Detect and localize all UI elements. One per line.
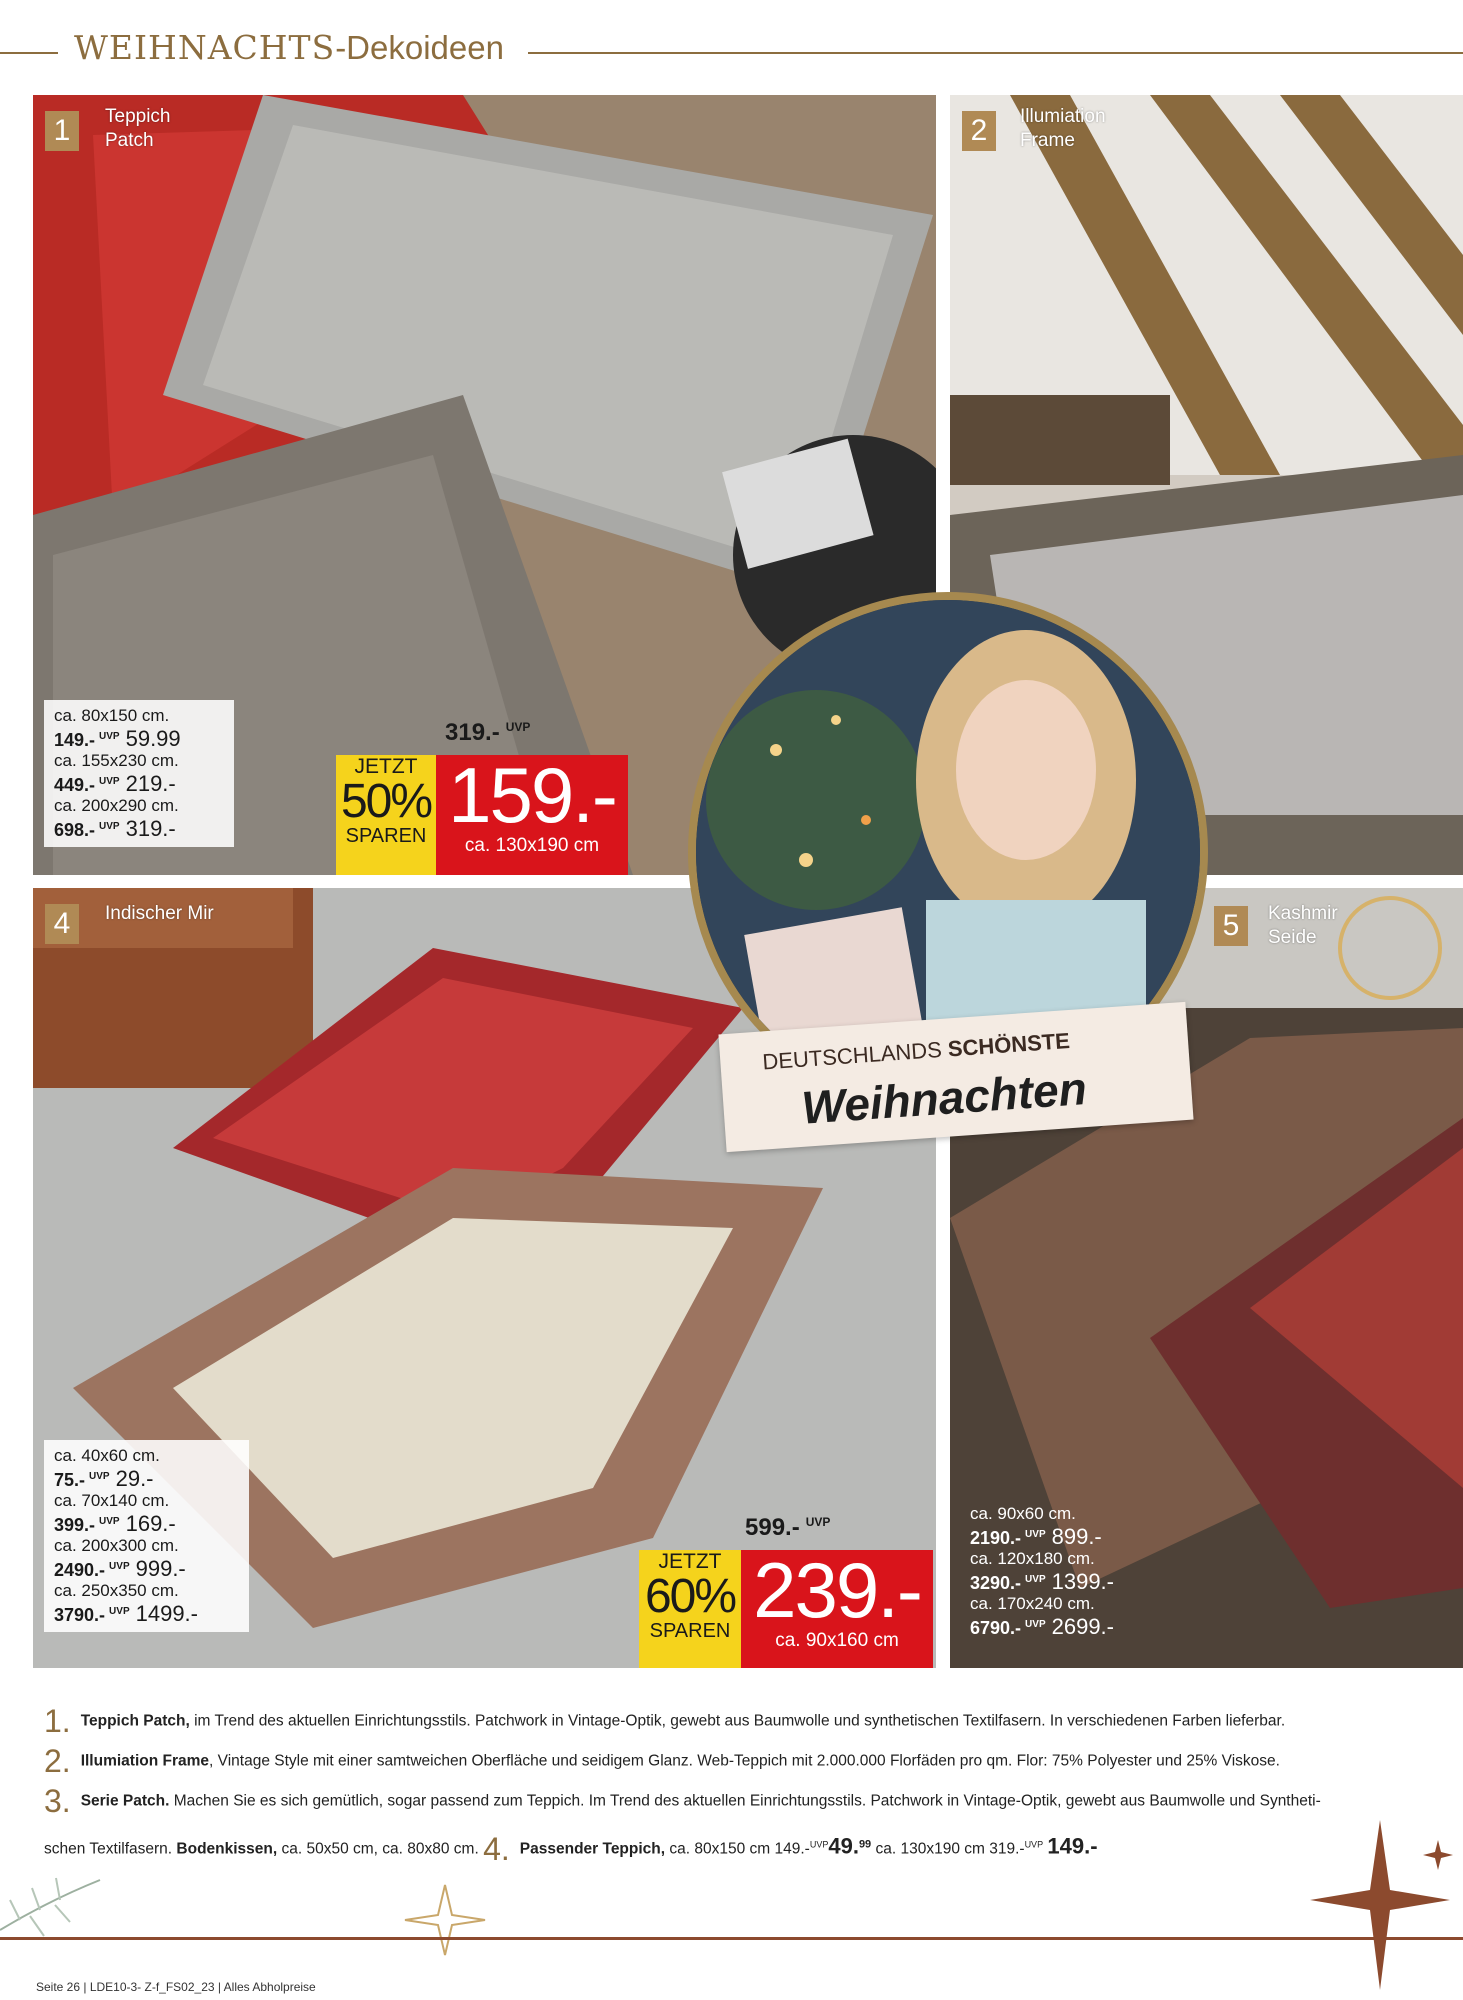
size-price-row: ca. 170x240 cm. 6790.- $^{UVP}$ 2699.-	[970, 1594, 1114, 1639]
product-badge-4: 4	[45, 904, 79, 944]
size-price-row: ca. 80x150 cm. 149.- $^{UVP}$ 59.99	[54, 706, 181, 751]
product-badge-1: 1	[45, 111, 79, 151]
product-name-4: Indischer Mir	[105, 903, 214, 924]
description-1: 1. Teppich Patch, im Trend des aktuellen Einrichtungsstils. Patchwork in Vintage-Optik, gewebt aus Baumwolle und synthetischen Textilfasern. In verschiedenen Farben lieferbar.	[44, 1703, 1286, 1739]
size-price-row: ca. 120x180 cm. 3290.- $^{UVP}$ 1399.-	[970, 1549, 1114, 1594]
sale-price-1: 159.- ca. 130x190 cm	[436, 755, 628, 875]
footer-text: Seite 26 | LDE10-3- Z-f_FS02_23 | Alles Abholpreise	[36, 1980, 316, 1994]
banner-line-2: Weihnachten	[799, 1061, 1089, 1134]
size-price-list-5	[960, 1498, 1170, 1645]
product-name-2: Illumiation Frame	[1020, 106, 1106, 151]
product-badge-5: 5	[1214, 906, 1248, 946]
size-price-row: ca. 70x140 cm. 399.- $^{UVP}$ 169.-	[54, 1491, 176, 1536]
page-title: WEIHNACHTS-Dekoideen	[74, 28, 504, 67]
footer-rule	[0, 1937, 1463, 1940]
product-name-5: Kashmir Seide	[1268, 903, 1338, 948]
size-price-row: ca. 90x60 cm. 2190.- $^{UVP}$ 899.-	[970, 1504, 1102, 1549]
gold-star-icon	[400, 1880, 490, 1960]
header-rule-left	[0, 52, 58, 54]
star-decoration-icon	[1310, 1800, 1460, 2000]
old-price-1: 319.- $^{UVP}$	[445, 719, 531, 746]
description-3-cont: schen Textilfasern. Bodenkissen, ca. 50x50 cm, ca. 80x80 cm. 4. Passender Teppich, ca. 80x150 cm 149.-$^{UVP}$49.99 ca. 130x190 cm 319.-$^{UVP}$ 149.-	[44, 1831, 1098, 1867]
sale-price-4: 239.- ca. 90x160 cm	[741, 1550, 933, 1668]
header-rule-right	[528, 52, 1463, 54]
discount-badge-1: JETZT 50% SPAREN	[336, 755, 436, 875]
product-name-1: Teppich Patch	[105, 106, 171, 151]
size-price-row: ca. 200x290 cm. 698.- $^{UVP}$ 319.-	[54, 796, 179, 841]
old-price-4: 599.- $^{UVP}$	[745, 1514, 831, 1541]
size-price-list-4	[44, 1440, 249, 1632]
size-price-row: ca. 155x230 cm. 449.- $^{UVP}$ 219.-	[54, 751, 179, 796]
size-price-row: ca. 200x300 cm. 2490.- $^{UVP}$ 999.-	[54, 1536, 186, 1581]
discount-badge-4: JETZT 60% SPAREN	[639, 1550, 741, 1668]
product-badge-2: 2	[962, 111, 996, 151]
banner-line-1: DEUTSCHLANDS SCHÖNSTE	[761, 1028, 1071, 1075]
description-3: 3. Serie Patch. Machen Sie es sich gemütlich, sogar passend zum Teppich. Im Trend des aktuellen Einrichtungsstils. Patchwork in Vintage-Optik, gewebt aus Baumwolle und Syntheti-	[44, 1783, 1321, 1819]
size-price-row: ca. 250x350 cm. 3790.- $^{UVP}$ 1499.-	[54, 1581, 198, 1626]
size-price-list-1	[44, 700, 234, 847]
size-price-row: ca. 40x60 cm. 75.- $^{UVP}$ 29.-	[54, 1446, 160, 1491]
description-2: 2. Illumiation Frame, Vintage Style mit einer samtweichen Oberfläche und seidigem Glanz. Web-Teppich mit 2.000.000 Florfäden pro qm. Flor: 75% Polyester und 25% Viskose.	[44, 1743, 1280, 1779]
